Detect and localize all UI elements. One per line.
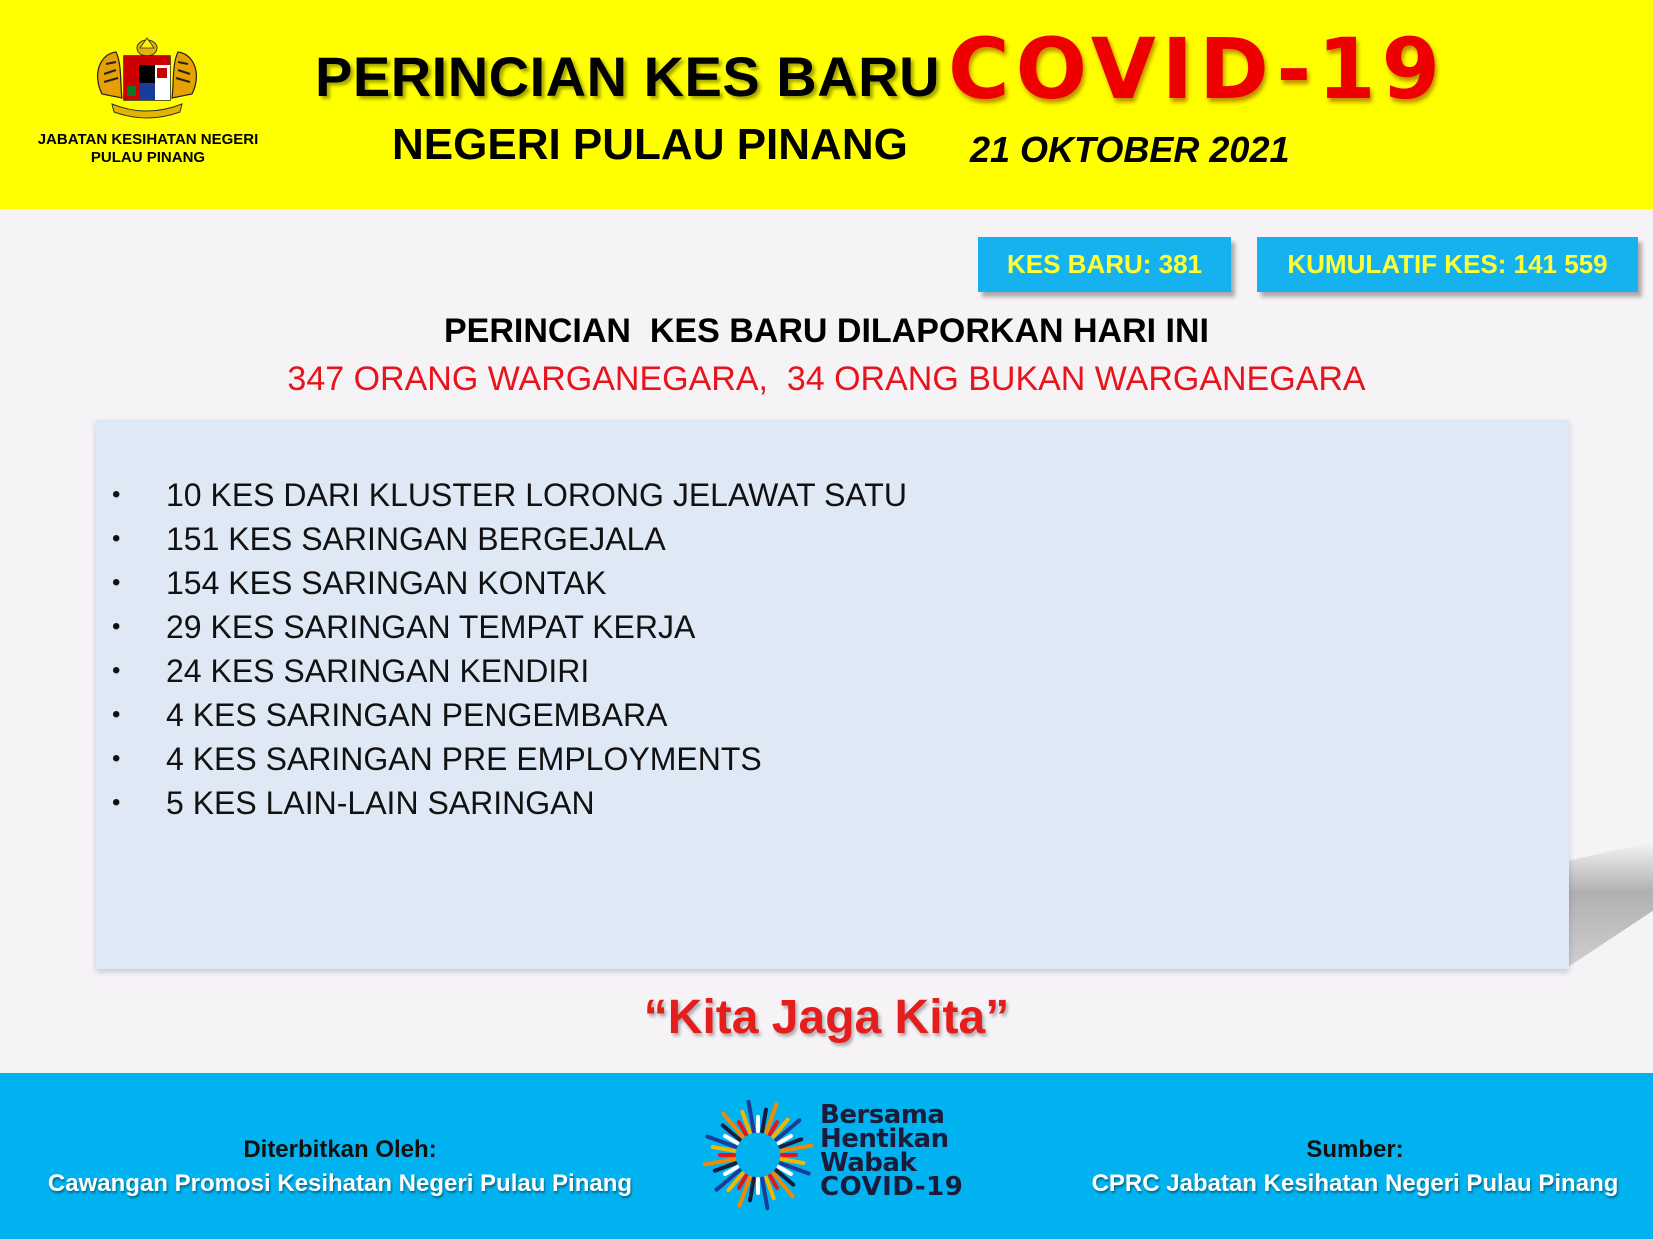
burst-ring-icon bbox=[700, 1097, 820, 1217]
bullet-icon: • bbox=[112, 745, 121, 772]
department-name bbox=[18, 131, 278, 167]
list-item-text: 4 KES SARINGAN PENGEMBARA bbox=[166, 697, 668, 733]
burst-ray bbox=[762, 1110, 766, 1132]
list-item-text: 4 KES SARINGAN PRE EMPLOYMENTS bbox=[166, 741, 762, 777]
cumulative-cases-badge: KUMULATIF KES: 141 559 bbox=[1257, 237, 1638, 292]
citizenship-counts: 347 ORANG WARGANEGARA, 34 ORANG BUKAN WARGANEGARA bbox=[287, 360, 1366, 398]
list-item-text: 29 KES SARINGAN TEMPAT KERJA bbox=[166, 609, 696, 645]
campaign-text bbox=[820, 1100, 964, 1202]
campaign-line-2: Hentikan bbox=[820, 1124, 949, 1154]
burst-ray bbox=[750, 1179, 754, 1201]
covid-title: COVID-19 bbox=[948, 20, 1447, 118]
header-banner bbox=[0, 0, 1653, 209]
list-item-text: 10 KES DARI KLUSTER LORONG JELAWAT SATU bbox=[166, 477, 907, 513]
bullet-icon: • bbox=[112, 569, 121, 596]
summary-heading: PERINCIAN KES BARU DILAPORKAN HARI INI bbox=[443, 312, 1210, 350]
burst-ray bbox=[782, 1159, 804, 1163]
campaign-logo bbox=[700, 1095, 970, 1225]
publisher-label: Diterbitkan Oleh: bbox=[243, 1136, 437, 1163]
source-name: CPRC Jabatan Kesihatan Negeri Pulau Pinang bbox=[1091, 1170, 1619, 1197]
bullet-icon: • bbox=[112, 657, 121, 684]
campaign-line-3: Wabak bbox=[820, 1148, 917, 1178]
bullet-icon: • bbox=[112, 481, 121, 508]
page-title: PERINCIAN KES BARU bbox=[315, 45, 941, 108]
publisher-name: Cawangan Promosi Kesihatan Negeri Pulau Pinang bbox=[47, 1170, 633, 1197]
campaign-line-4: COVID-19 bbox=[820, 1172, 964, 1202]
list-item-text: 151 KES SARINGAN BERGEJALA bbox=[166, 521, 666, 557]
publisher-block bbox=[40, 1133, 640, 1201]
list-item-text: 24 KES SARINGAN KENDIRI bbox=[166, 653, 590, 689]
source-block bbox=[1090, 1133, 1620, 1201]
footer-banner bbox=[0, 1073, 1653, 1239]
list-item-text: 154 KES SARINGAN KONTAK bbox=[166, 565, 607, 601]
case-breakdown-panel bbox=[96, 420, 1569, 969]
bullet-icon: • bbox=[112, 525, 121, 552]
panel-shadow bbox=[1568, 842, 1653, 967]
list-item-text: 5 KES LAIN-LAIN SARINGAN bbox=[166, 785, 595, 821]
report-date: 21 OKTOBER 2021 bbox=[970, 129, 1290, 170]
burst-ray bbox=[713, 1147, 735, 1151]
bullet-icon: • bbox=[112, 613, 121, 640]
campaign-line-1: Bersama bbox=[820, 1100, 945, 1130]
source-label: Sumber: bbox=[1306, 1136, 1404, 1163]
bullet-icon: • bbox=[112, 789, 121, 816]
coat-of-arms-icon bbox=[82, 34, 212, 124]
department-line-1: JABATAN KESIHATAN NEGERI bbox=[37, 131, 259, 148]
new-cases-badge: KES BARU: 381 bbox=[978, 237, 1231, 292]
state-title: NEGERI PULAU PINANG bbox=[392, 120, 908, 169]
bullet-icon: • bbox=[112, 701, 121, 728]
slogan: “Kita Jaga Kita” bbox=[643, 991, 1010, 1044]
department-line-2: PULAU PINANG bbox=[90, 149, 206, 166]
